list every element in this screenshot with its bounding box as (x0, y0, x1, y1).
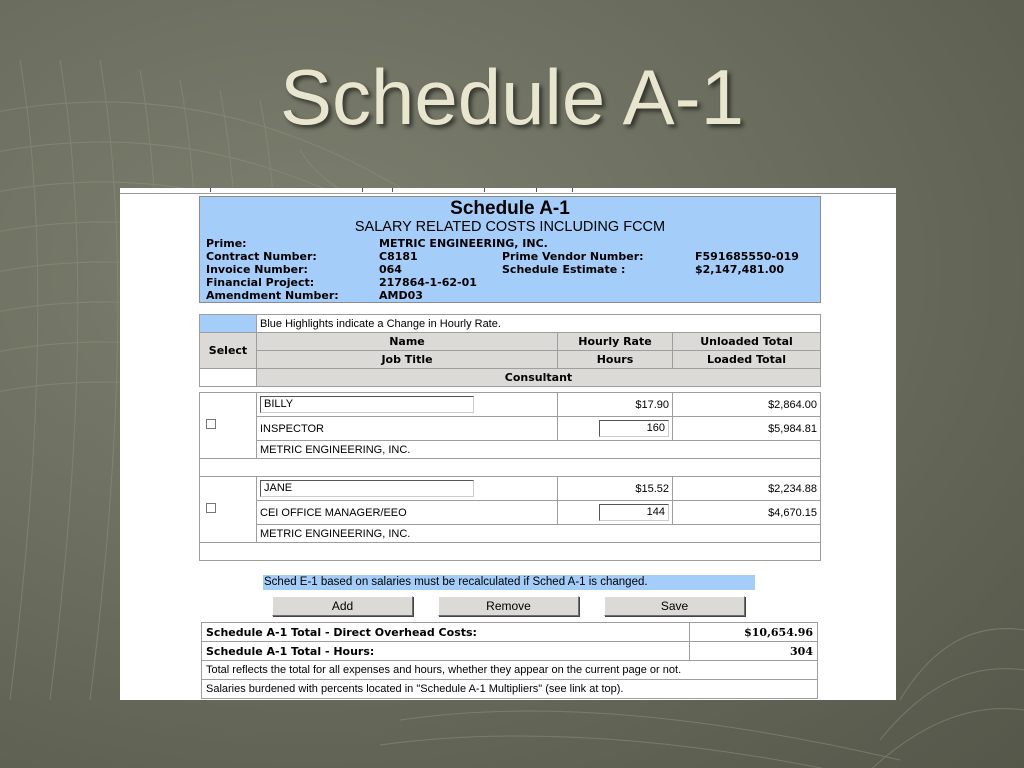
table-row (200, 393, 821, 417)
loaded-cell: $5,984.81 (673, 417, 821, 441)
save-button[interactable]: Save (604, 596, 745, 616)
col-loaded-header: Loaded Total (673, 351, 821, 369)
salary-table (199, 314, 821, 561)
hours-input[interactable]: 144 (599, 504, 669, 521)
project-value: 217864-1-62-01 (379, 276, 477, 289)
schedule-header (199, 196, 821, 303)
table-row (200, 501, 821, 525)
table-row (200, 477, 821, 501)
name-cell (257, 393, 558, 417)
col-job-header: Job Title (257, 351, 558, 369)
table-row (200, 417, 821, 441)
add-button[interactable]: Add (272, 596, 413, 616)
hours-total-row (202, 642, 818, 661)
col-rate-header: Hourly Rate (558, 333, 673, 351)
contract-label: Contract Number: (206, 250, 317, 263)
estimate-value: $2,147,481.00 (695, 263, 785, 276)
remove-button[interactable]: Remove (438, 596, 579, 616)
browser-top-edge (120, 188, 896, 194)
loaded-cell: $4,670.15 (673, 501, 821, 525)
estimate-label: Schedule Estimate : (502, 263, 626, 276)
slide-title: Schedule A-1 (279, 53, 744, 141)
rate-cell: $17.90 (558, 393, 673, 417)
legend-row (200, 315, 821, 333)
table-row (200, 525, 821, 543)
schedule-subtitle: SALARY RELATED COSTS INCLUDING FCCM (354, 219, 666, 235)
group-row (200, 369, 821, 387)
name-input[interactable]: JANE (260, 480, 474, 497)
name-input[interactable]: BILLY (260, 396, 474, 413)
vendor-value: F591685550-019 (695, 250, 799, 263)
header-row-2 (200, 351, 821, 369)
select-checkbox[interactable] (206, 419, 216, 429)
totals-note-row (202, 661, 818, 680)
group-header: Consultant (257, 369, 821, 387)
totals-note-2: Salaries burdened with percents located in "Schedule A-1 Multipliers" (see link at top). (202, 680, 818, 699)
col-name-header: Name (257, 333, 558, 351)
unloaded-cell: $2,234.88 (673, 477, 821, 501)
prime-value: METRIC ENGINEERING, INC. (379, 237, 548, 250)
vendor-label: Prime Vendor Number: (502, 250, 644, 263)
schedule-title: Schedule A-1 (450, 198, 570, 219)
amendment-value: AMD03 (379, 289, 423, 302)
unloaded-cell: $2,864.00 (673, 393, 821, 417)
recalc-note: Sched E-1 based on salaries must be recalculated if Sched A-1 is changed. (263, 575, 755, 590)
col-select-header: Select (200, 333, 257, 369)
select-checkbox[interactable] (206, 503, 216, 513)
select-cell (200, 477, 257, 543)
invoice-value: 064 (379, 263, 402, 276)
legend-text: Blue Highlights indicate a Change in Hourly Rate. (257, 315, 821, 333)
totals-table (201, 622, 818, 699)
direct-total-label: Schedule A-1 Total - Direct Overhead Costs: (202, 623, 690, 642)
company-cell: METRIC ENGINEERING, INC. (257, 441, 821, 459)
header-row-1 (200, 333, 821, 351)
name-cell (257, 477, 558, 501)
col-unloaded-header: Unloaded Total (673, 333, 821, 351)
col-hours-header: Hours (558, 351, 673, 369)
select-cell (200, 393, 257, 459)
job-cell: INSPECTOR (257, 417, 558, 441)
totals-note-1: Total reflects the total for all expenses and hours, whether they appear on the current page or not. (202, 661, 818, 680)
project-label: Financial Project: (206, 276, 315, 289)
hours-total-value: 304 (690, 642, 818, 661)
invoice-label: Invoice Number: (206, 263, 308, 276)
table-row (200, 441, 821, 459)
totals-note-row (202, 680, 818, 699)
contract-value: C8181 (379, 250, 418, 263)
company-cell: METRIC ENGINEERING, INC. (257, 525, 821, 543)
hours-input[interactable]: 160 (599, 420, 669, 437)
hours-cell (558, 501, 673, 525)
form-screenshot (120, 188, 896, 700)
rate-cell: $15.52 (558, 477, 673, 501)
prime-label: Prime: (206, 237, 247, 250)
hours-cell (558, 417, 673, 441)
legend-swatch (200, 315, 257, 333)
amendment-label: Amendment Number: (206, 289, 339, 302)
job-cell: CEI OFFICE MANAGER/EEO (257, 501, 558, 525)
direct-total-row (202, 623, 818, 642)
direct-total-value: $10,654.96 (690, 623, 818, 642)
hours-total-label: Schedule A-1 Total - Hours: (202, 642, 690, 661)
